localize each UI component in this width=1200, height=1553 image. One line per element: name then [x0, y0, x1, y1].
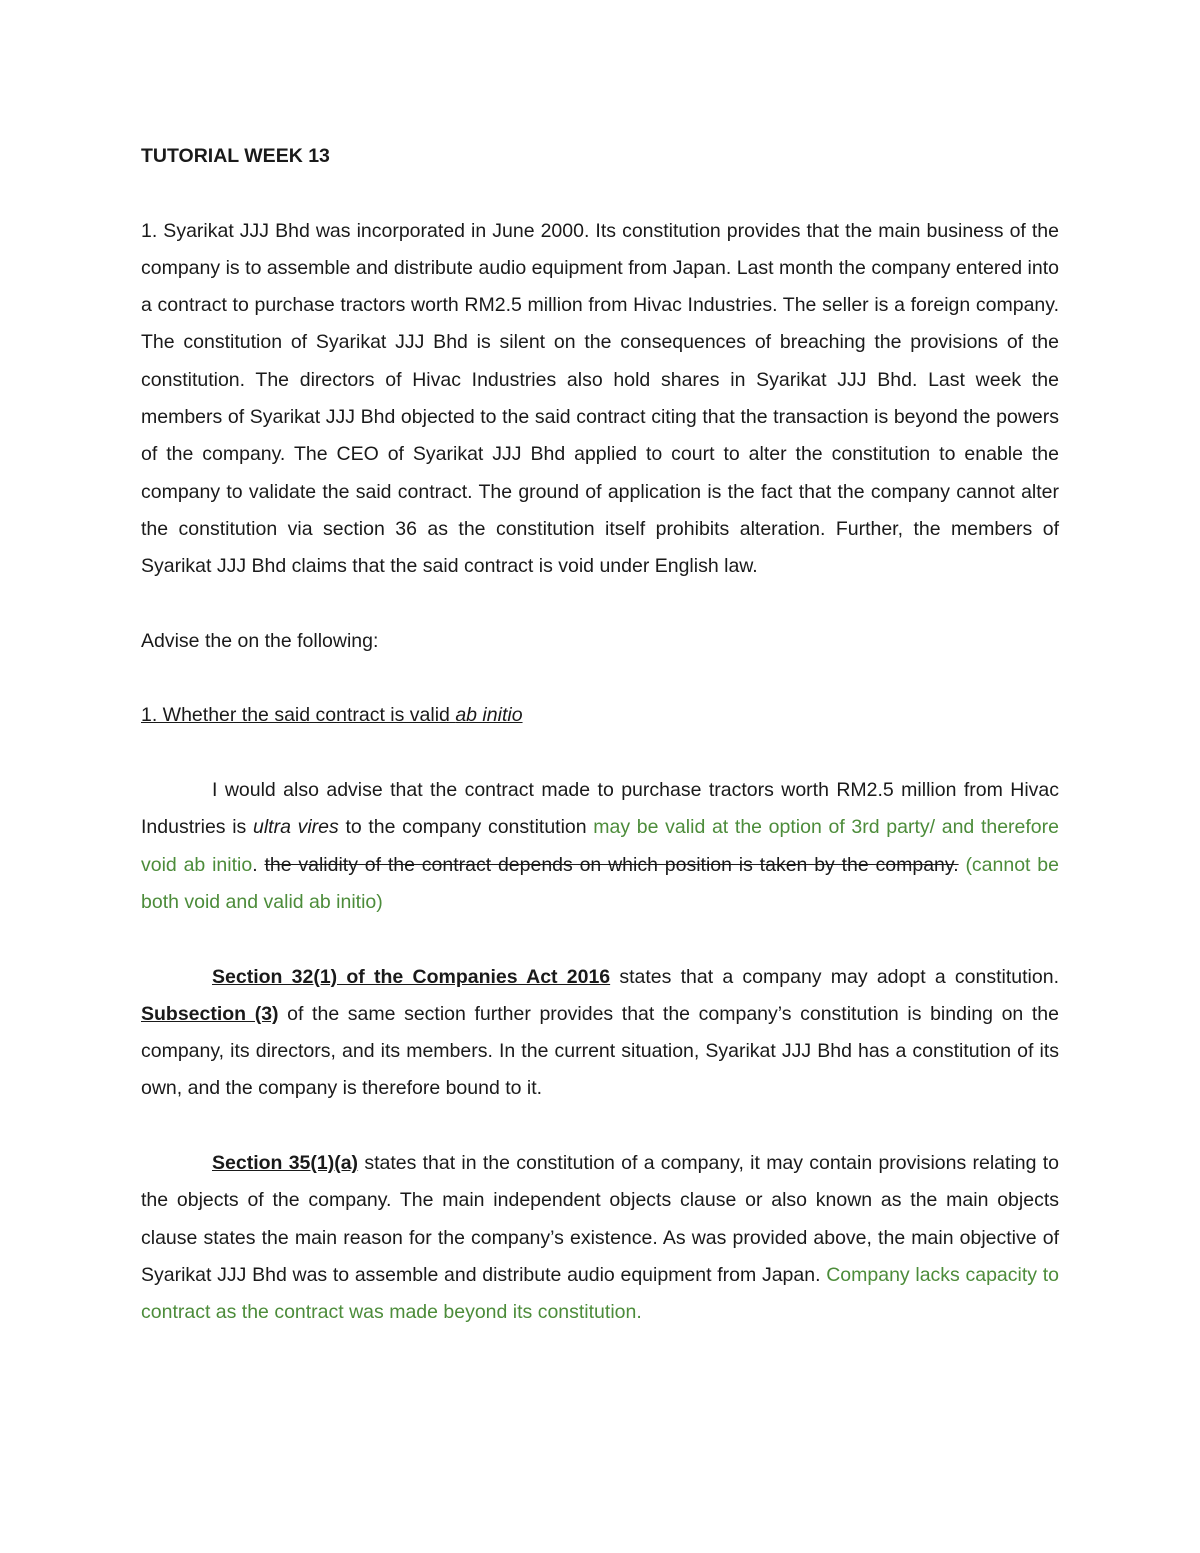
advise-intro: Advise the on the following:: [141, 629, 379, 652]
issue-heading-italic: ab initio: [455, 704, 523, 727]
answer-paragraph-2: [141, 959, 1059, 1108]
para3-text-1: states that in the constitution of a company, it may contain provisions relating to the objects of the company. The main independent objects clause or also known as the main objects clause states the main reason for the company’s existence. As was provided above, the main objective of Syarikat JJJ Bhd was to assemble and distribute audio equipment from Japan.: [141, 1152, 1059, 1286]
para2-statute-ref-2: Subsection (3): [141, 1002, 279, 1025]
para2-text-2: of the same section further provides that the company’s constitution is binding on the company, its directors, and its members. In the current situation, Syarikat JJJ Bhd has a constitution of its own, and the company is therefore bound to it.: [141, 1002, 1059, 1100]
para1-comment-2: (cannot be both void and valid ab initio): [141, 853, 1059, 913]
question-paragraph: 1. Syarikat JJJ Bhd was incorporated in June 2000. Its constitution provides that the main business of the company is to assemble and distribute audio equipment from Japan. Last month the company entered into a contract to purchase tractors worth RM2.5 million from Hivac Industries. The seller is a foreign company. The constitution of Syarikat JJJ Bhd is silent on the consequences of breaching the provisions of the constitution. The directors of Hivac Industries also hold shares in Syarikat JJJ Bhd. Last week the members of Syarikat JJJ Bhd objected to the said contract citing that the transaction is beyond the powers of the company. The CEO of Syarikat JJJ Bhd applied to court to alter the constitution to enable the company to validate the said contract. The ground of application is the fact that the company cannot alter the constitution via section 36 as the constitution itself prohibits alteration. Further, the members of Syarikat JJJ Bhd claims that the said contract is void under English law.: [141, 219, 1059, 578]
spacer: [141, 586, 1059, 623]
answer-paragraph-1: [141, 772, 1059, 921]
spacer: [141, 735, 1059, 772]
issue-heading: [141, 697, 1059, 734]
spacer: [141, 1108, 1059, 1145]
para1-comment-1: may be valid at the option of 3rd party/ and therefore void ab initio: [141, 816, 1059, 876]
para1-struck-text: the validity of the contract depends on which position is taken by the company.: [264, 853, 959, 876]
document-title: TUTORIAL WEEK 13: [141, 145, 330, 167]
spacer: [141, 921, 1059, 958]
para1-text-2: to the company constitution: [338, 816, 594, 839]
para3-comment: Company lacks capacity to contract as the contract was made beyond its constitution.: [141, 1263, 1059, 1324]
issue-heading-text: 1. Whether the said contract is valid: [141, 704, 456, 727]
para1-text-1: I would also advise that the contract made to purchase tractors worth RM2.5 million from Hivac Industries is: [141, 779, 1059, 839]
spacer: [141, 660, 1059, 697]
para2-statute-ref-1: Section 32(1) of the Companies Act 2016: [212, 965, 611, 988]
para1-italic: ultra vires: [252, 816, 339, 839]
para3-statute-ref: Section 35(1)(a): [212, 1152, 359, 1175]
answer-paragraph-3: [141, 1145, 1059, 1331]
para2-text-1: states that a company may adopt a constitution.: [610, 965, 1059, 988]
para1-text-3: .: [252, 853, 265, 876]
document-page: [141, 138, 1059, 1332]
